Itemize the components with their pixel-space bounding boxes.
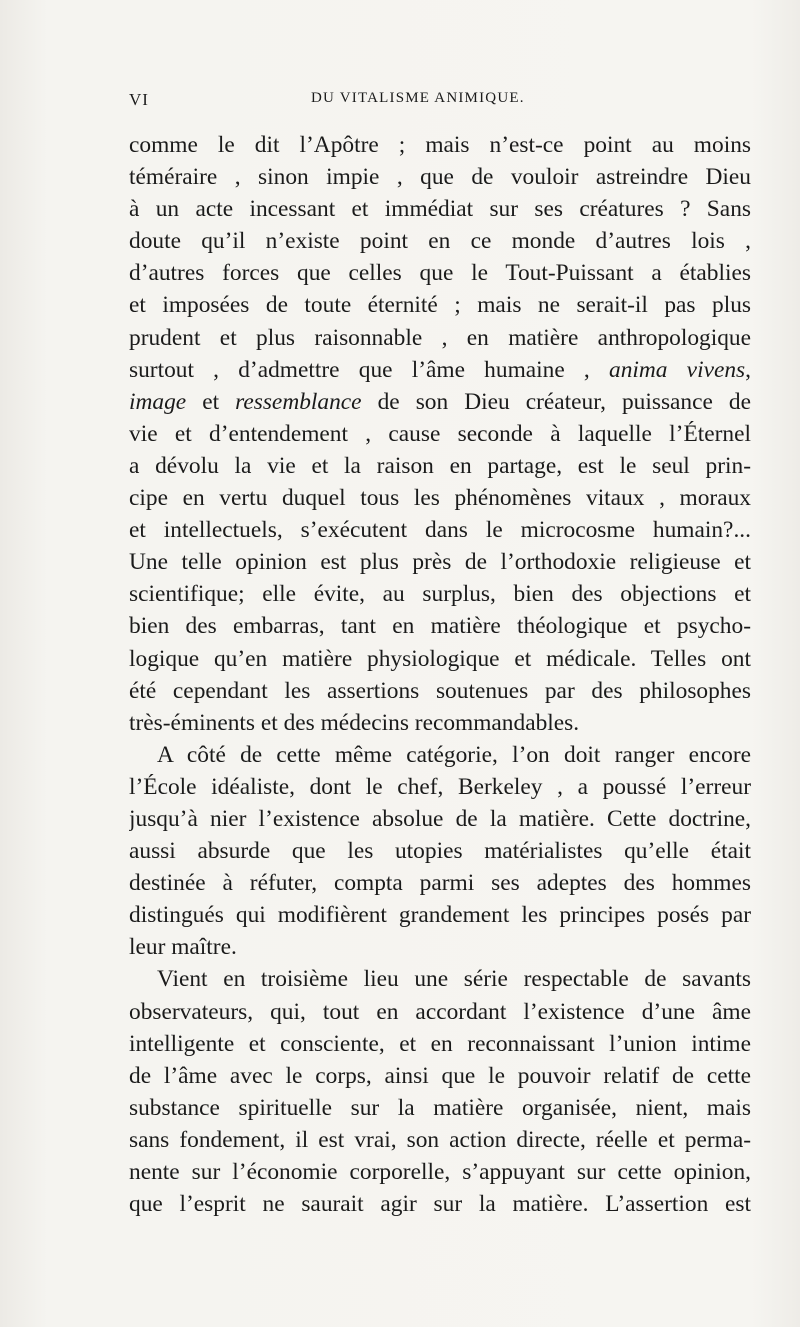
italic-word: ressemblance: [235, 388, 362, 415]
page-number: VI: [129, 90, 149, 109]
text-segment: surtout , d’admettre que l’âme humaine ,: [129, 356, 609, 383]
text-line: distingués qui modifièrent grandement les principes posés par: [129, 902, 751, 929]
text-line: de l’âme avec le corps, ainsi que le pouvoir relatif de cette: [129, 1062, 751, 1089]
text-line: logique qu’en matière physiologique et médicale. Telles ont: [129, 645, 751, 672]
text-line: sans fondement, il est vrai, son action directe, réelle et perma-: [129, 1126, 751, 1153]
text-line: doute qu’il n’existe point en ce monde d’autres lois ,: [129, 228, 751, 255]
body-text: [129, 129, 751, 1220]
paragraph-end-line: très-éminents et des médecins recommandables.: [129, 709, 580, 736]
text-line: bien des embarras, tant en matière théologique et psycho-: [129, 613, 751, 640]
text-line: vie et d’entendement , cause seconde à laquelle l’Éternel: [129, 420, 751, 447]
paragraph-start-line: A côté de cette même catégorie, l’on doit ranger encore: [157, 741, 751, 768]
text-line: à un acte incessant et immédiat sur ses créatures ? Sans: [129, 196, 751, 223]
text-line: téméraire , sinon impie , que de vouloir astreindre Dieu: [129, 164, 751, 191]
italic-word: image: [129, 388, 187, 415]
page-header: [129, 90, 749, 114]
running-title: DU VITALISME ANIMIQUE.: [311, 90, 525, 106]
text-line: observateurs, qui, tout en accordant l’existence d’une âme: [129, 998, 751, 1025]
text-line: scientifique; elle évite, au surplus, bien des objections et: [129, 581, 751, 608]
paragraph-end-line: leur maître.: [129, 934, 237, 961]
text-line: intelligente et consciente, et en reconnaissant l’union intime: [129, 1030, 751, 1057]
text-line: comme le dit l’Apôtre ; mais n’est-ce point au moins: [129, 132, 751, 158]
text-segment: ,: [745, 356, 751, 383]
text-line: que l’esprit ne saurait agir sur la matière. L’assertion est: [129, 1191, 751, 1218]
text-line-with-italic: [129, 386, 751, 418]
text-line: jusqu’à nier l’existence absolue de la matière. Cette doctrine,: [129, 805, 751, 832]
text-segment: de son Dieu créateur, puissance de: [361, 388, 751, 415]
text-segment: et: [186, 388, 236, 415]
text-line: Une telle opinion est plus près de l’orthodoxie religieuse et: [129, 549, 751, 576]
text-line: aussi absurde que les utopies matérialistes qu’elle était: [129, 838, 751, 865]
text-line: et imposées de toute éternité ; mais ne serait-il pas plus: [129, 292, 751, 319]
text-line: et intellectuels, s’exécutent dans le microcosme humain?...: [129, 517, 751, 544]
text-line: substance spirituelle sur la matière organisée, nient, mais: [129, 1094, 751, 1121]
text-line: l’École idéaliste, dont le chef, Berkeley , a poussé l’erreur: [129, 773, 751, 800]
text-line-with-italic: [129, 354, 751, 386]
text-line: d’autres forces que celles que le Tout-Puissant a établies: [129, 260, 751, 287]
paragraph-start-line: Vient en troisième lieu une série respectable de savants: [157, 966, 751, 993]
italic-phrase: anima vivens: [609, 356, 746, 383]
text-line: nente sur l’économie corporelle, s’appuyant sur cette opinion,: [129, 1159, 751, 1185]
text-line: été cependant les assertions soutenues par des philosophes: [129, 677, 751, 704]
text-line: a dévolu la vie et la raison en partage, est le seul prin-: [129, 452, 751, 479]
text-line: cipe en vertu duquel tous les phénomènes vitaux , moraux: [129, 485, 751, 512]
text-line: destinée à réfuter, compta parmi ses adeptes des hommes: [129, 870, 751, 897]
text-line: prudent et plus raisonnable , en matière anthropologique: [129, 324, 751, 351]
